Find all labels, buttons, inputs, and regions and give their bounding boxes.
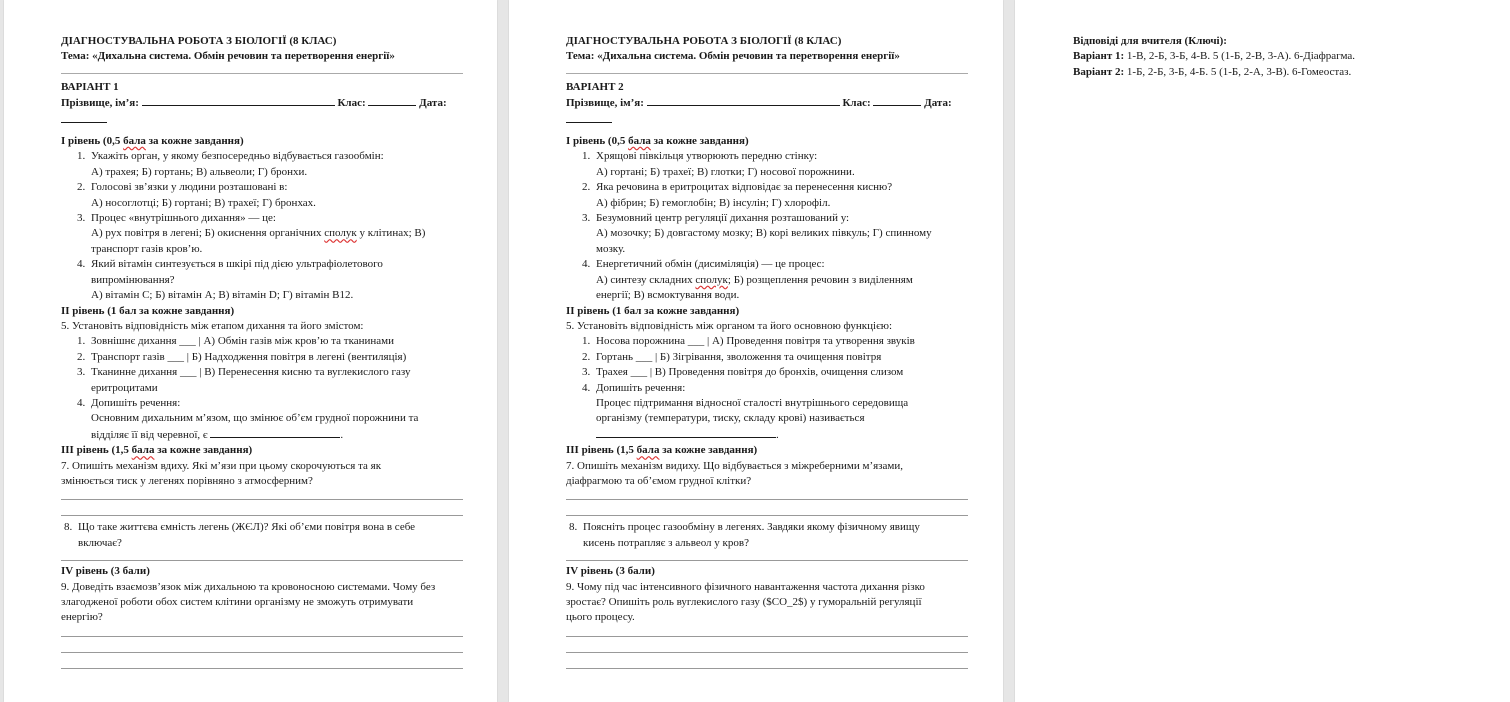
level-2-heading: ІІ рівень (1 бал за кожне завдання) (566, 304, 740, 317)
date-label: Дата: (419, 97, 447, 110)
matching-item-2: 2. Гортань ___ | Б) Зігрівання, зволоження та очищення повітря (582, 350, 882, 363)
class-blank[interactable] (368, 95, 416, 106)
matching-items (566, 334, 968, 443)
matching-item-3: 3. Трахея ___ | В) Проведення повітря до бронхів, очищення слизом (582, 366, 904, 379)
date-label: Дата: (924, 97, 952, 110)
document-page-1 (4, 0, 497, 702)
divider (61, 73, 463, 74)
date-blank[interactable] (61, 112, 107, 123)
question-3: 3. Безумовний центр регуляції дихання розташований у: А) мозочку; Б) довгастому мозку; В) корі великих півкуль; Г) спинному мозку. (582, 212, 932, 255)
level-1-heading: І рівень (0,5 бала за кожне завдання) (61, 135, 244, 148)
variant-heading: ВАРІАНТ 1 (61, 80, 119, 93)
answer-line[interactable] (61, 668, 463, 669)
question-2: 2. Яка речовина в еритроцитах відповідає за перенесення кисню? А) фібрин; Б) гемоглобін; В) інсулін; Г) хлорофіл. (582, 181, 893, 209)
student-info-line (566, 95, 968, 111)
page-title: ДІАГНОСТУВАЛЬНА РОБОТА З БІОЛОГІЇ (8 КЛАС) (61, 35, 337, 47)
name-label: Прізвище, ім’я: (61, 97, 139, 110)
level-1-questions (61, 149, 463, 303)
level-3-heading: ІІІ рівень (1,5 бала за кожне завдання) (566, 444, 758, 457)
answer-keys (1073, 34, 1473, 80)
question-4: 4. Енергетичний обмін (дисиміляція) — це процес: А) синтезу складних сполук; Б) розщеплення речовин з виділенням енергії; В) всмоктування води. (582, 258, 913, 302)
question-3: 3. Процес «внутрішнього дихання» — це: А) рух повітря в легені; Б) окиснення органічних сполук у клітинах; В) транспорт газів кров’ю. (77, 212, 426, 255)
date-blank-line (566, 112, 968, 128)
keys-variant-2: Варіант 2: 1-Б, 2-Б, 3-Б, 4-Б. 5 (1-Б, 2-А, 3-В). 6-Гомеостаз. (1073, 65, 1352, 78)
answer-line[interactable] (61, 560, 463, 561)
variant-2-content (566, 34, 968, 669)
question-4: 4. Який вітамін синтезується в шкірі під дією ультрафіолетового випромінювання? А) вітамін С; Б) вітамін А; В) вітамін D; Г) вітамін В12. (77, 258, 383, 302)
question-9: 9. Доведіть взаємозв’язок між дихальною та кровоносною системами. Чому без злагодженої роботи обох систем клітини організму не зможуть отримувати енергію? (61, 580, 436, 624)
variant-1-content (61, 34, 463, 669)
class-blank[interactable] (873, 95, 921, 106)
matching-item-1: 1. Зовнішнє дихання ___ | А) Обмін газів між кров’ю та тканинами (77, 335, 395, 348)
date-blank[interactable] (566, 112, 612, 123)
keys-title: Відповіді для вчителя (Ключі): (1073, 35, 1227, 47)
question-1: 1. Хрящові півкільця утворюють передню стінку: А) гортані; Б) трахеї; В) глотки; Г) носової порожнини. (582, 150, 855, 178)
class-label: Клас: (337, 97, 366, 110)
name-blank[interactable] (142, 95, 335, 106)
matching-item-1: 1. Носова порожнина ___ | А) Проведення повітря та утворення звуків (582, 335, 915, 348)
answer-line[interactable] (61, 499, 463, 500)
question-5: 5. Установіть відповідність між органом та його основною функцією: (566, 319, 893, 332)
question-8: 8. Поясніть процес газообміну в легенях. Завдяки якому фізичному явищу кисень потрапляє з альвеол у кров? (569, 521, 920, 549)
name-blank[interactable] (647, 95, 840, 106)
matching-item-3: 3. Тканинне дихання ___ | В) Перенесення кисню та вуглекислого газу еритроцитами (77, 366, 411, 394)
student-info-line (61, 95, 463, 111)
answer-line[interactable] (566, 652, 968, 653)
document-page-3 (1015, 0, 1510, 702)
answer-line[interactable] (61, 652, 463, 653)
answer-line[interactable] (566, 515, 968, 516)
level-4-heading: ІV рівень (3 бали) (566, 565, 655, 578)
answer-line[interactable] (566, 668, 968, 669)
answer-line[interactable] (61, 515, 463, 516)
page-title: ДІАГНОСТУВАЛЬНА РОБОТА З БІОЛОГІЇ (8 КЛАС) (566, 35, 842, 47)
keys-variant-1: Варіант 1: 1-В, 2-Б, 3-Б, 4-В. 5 (1-Б, 2-В, 3-А). 6-Діафрагма. (1073, 50, 1356, 63)
matching-item-4: 4. Допишіть речення: Основним дихальним м’язом, що змінює об’єм грудної порожнини та відділяє її від черевної, є . (77, 396, 419, 441)
question-8: 8. Що таке життєва ємність легень (ЖЄЛ)? Які об’єми повітря вона в себе включає? (64, 521, 416, 549)
question-1: 1. Укажіть орган, у якому безпосередньо відбувається газообмін: А) трахея; Б) гортань; В) альвеоли; Г) бронхи. (77, 150, 384, 178)
name-label: Прізвище, ім’я: (566, 97, 644, 110)
matching-items (61, 334, 463, 443)
question-9: 9. Чому під час інтенсивного фізичного навантаження частота дихання різко зростає? Опишіть роль вуглекислого газу ($CO_2$) у гуморальній регуляції цього процесу. (566, 580, 925, 624)
level-4-heading: ІV рівень (3 бали) (61, 565, 150, 578)
level-1-questions (566, 149, 968, 303)
answer-line[interactable] (566, 560, 968, 561)
answer-blank[interactable] (596, 427, 776, 438)
level-2-heading: ІІ рівень (1 бал за кожне завдання) (61, 304, 235, 317)
topic-line: Тема: «Дихальна система. Обмін речовин та перетворення енергії» (61, 50, 395, 63)
level-1-heading: І рівень (0,5 бала за кожне завдання) (566, 135, 749, 148)
class-label: Клас: (842, 97, 871, 110)
question-5: 5. Установіть відповідність між етапом дихання та його змістом: (61, 319, 364, 332)
date-blank-line (61, 112, 463, 128)
question-7: 7. Опишіть механізм вдиху. Які м’язи при цьому скорочуються та як змінюється тиск у легенях порівняно з атмосферним? (61, 459, 382, 487)
answer-line[interactable] (566, 499, 968, 500)
answer-line[interactable] (61, 636, 463, 637)
divider (566, 73, 968, 74)
matching-item-2: 2. Транспорт газів ___ | Б) Надходження повітря в легені (вентиляція) (77, 350, 407, 363)
question-2: 2. Голосові зв’язки у людини розташовані в: А) носоглотці; Б) гортані; В) трахеї; Г) бронхах. (77, 181, 316, 209)
answer-blank[interactable] (210, 427, 340, 438)
matching-item-4: 4. Допишіть речення: Процес підтримання відносної сталості внутрішнього середовища організму (температури, тиску, складу крові) називається . (582, 381, 909, 441)
answer-line[interactable] (566, 636, 968, 637)
topic-line: Тема: «Дихальна система. Обмін речовин та перетворення енергії» (566, 50, 900, 63)
variant-heading: ВАРІАНТ 2 (566, 80, 624, 93)
level-3-heading: ІІІ рівень (1,5 бала за кожне завдання) (61, 444, 253, 457)
document-page-2 (509, 0, 1003, 702)
question-7: 7. Опишіть механізм видиху. Що відбувається з міжреберними м’язами, діафрагмою та об’ємом грудної клітки? (566, 459, 903, 487)
